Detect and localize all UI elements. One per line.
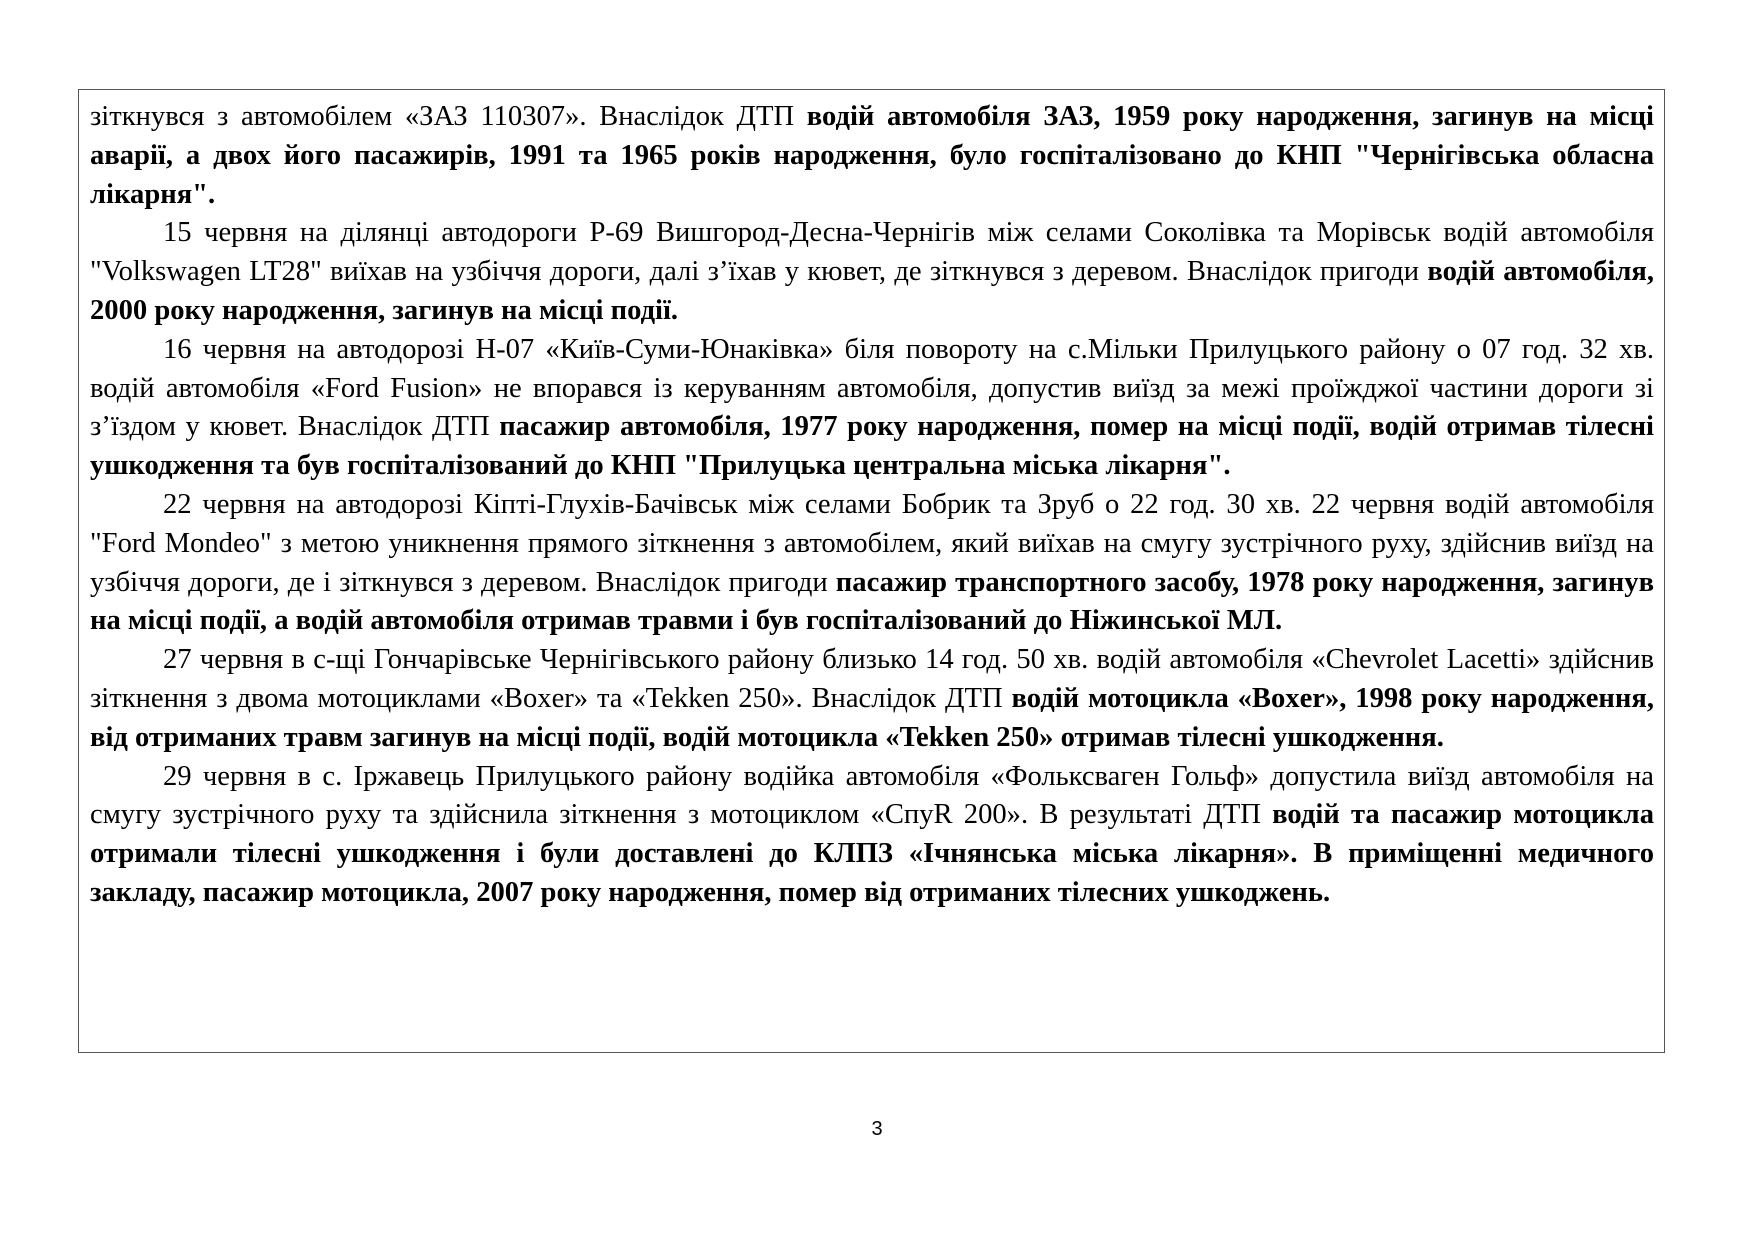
paragraph-bold-text: водій автомобіля, 2000 року народження, загинув на місці події. — [90, 256, 1654, 326]
paragraph-text: 22 червня на автодорозі Кіпті-Глухів-Бачівськ між селами Бобрик та Зруб о 22 год. 30 хв. 22 червня водій автомобіля "Ford Mondeo" з метою уникнення прямого зіткнення з автомобілем, який виїхав на смугу зустрічного руху, здійснив виїзд на узбіччя дороги, де і зіткнувся з деревом. Внаслідок пригоди — [90, 488, 1654, 598]
paragraph-june-22 — [90, 486, 1654, 641]
paragraph-june-27 — [90, 641, 1654, 757]
paragraph-text: 29 червня в с. Іржавець Прилуцького району водійка автомобіля «Фольксваген Гольф» допустила виїзд автомобіля на смугу зустрічного руху та здійснила зіткнення з мотоциклом «СпуR 200». В результаті ДТП — [90, 760, 1654, 831]
bordered-text-box — [78, 89, 1665, 1053]
paragraph-text: зіткнувся з автомобілем «ЗАЗ 110307». Внаслідок ДТП — [90, 101, 807, 132]
paragraph-bold-text: водій та пасажир мотоцикла отримали тілесні ушкодження і були доставлені до КЛПЗ «Ічнянська міська лікарня». В приміщенні медичного закладу, пасажир мотоцикла, 2007 року народження, помер від отриманих тілесних ушкоджень. — [90, 799, 1654, 908]
paragraph-june-15 — [90, 214, 1654, 330]
paragraph-june-29 — [90, 758, 1654, 913]
paragraph-text: 27 червня в с-щі Гончарівське Чернігівського району близько 14 год. 50 хв. водій автомобіля «Chevrolet Lacetti» здійснив зіткнення з двома мотоциклами «Boxer» та «Tekken 250». Внаслідок ДТП — [90, 644, 1654, 714]
paragraph-text: 16 червня на автодорозі Н-07 «Київ-Суми-Юнаківка» біля повороту на с.Мільки Прилуцького району о 07 год. 32 хв. водій автомобіля «Ford Fusion» не впорався із керуванням автомобіля, допустив виїзд за межі проїжджої частини дороги зі з’їздом у кювет. Внаслідок ДТП — [90, 333, 1654, 443]
paragraph-bold-text: пасажир автомобіля, 1977 року народження, помер на місці події, водій отримав тілесні ушкодження та був госпіталізований до КНП "Прилуцька центральна міська лікарня". — [90, 411, 1654, 482]
page-number: 3 — [871, 1118, 883, 1140]
paragraph-bold-text: водій автомобіля ЗАЗ, 1959 року народження, загинув на місці аварії, а двох його пасажирів, 1991 та 1965 років народження, було госпіталізовано до КНП "Чернігівська обласна лікарня". — [90, 101, 1655, 210]
paragraph-text: 15 червня на ділянці автодороги Р-69 Вишгород-Десна-Чернігів між селами Соколівка та Морівськ водій автомобіля "Volkswagen LT28" виїхав на узбіччя дороги, далі з’їхав у кювет, де зіткнувся з деревом. Внаслідок пригоди — [90, 217, 1654, 288]
paragraph-bold-text: водій мотоцикла «Boxer», 1998 року народження, від отриманих травм загинув на місці події, водій мотоцикла «Tekken 250» отримав тілесні ушкодження. — [90, 682, 1654, 753]
paragraph-bold-text: пасажир транспортного засобу, 1978 року народження, загинув на місці події, а водій автомобіля отримав травми і був госпіталізований до Ніжинської МЛ. — [90, 566, 1655, 637]
paragraph-june-16 — [90, 331, 1654, 486]
paragraph-zaz-continuation — [90, 98, 1654, 214]
